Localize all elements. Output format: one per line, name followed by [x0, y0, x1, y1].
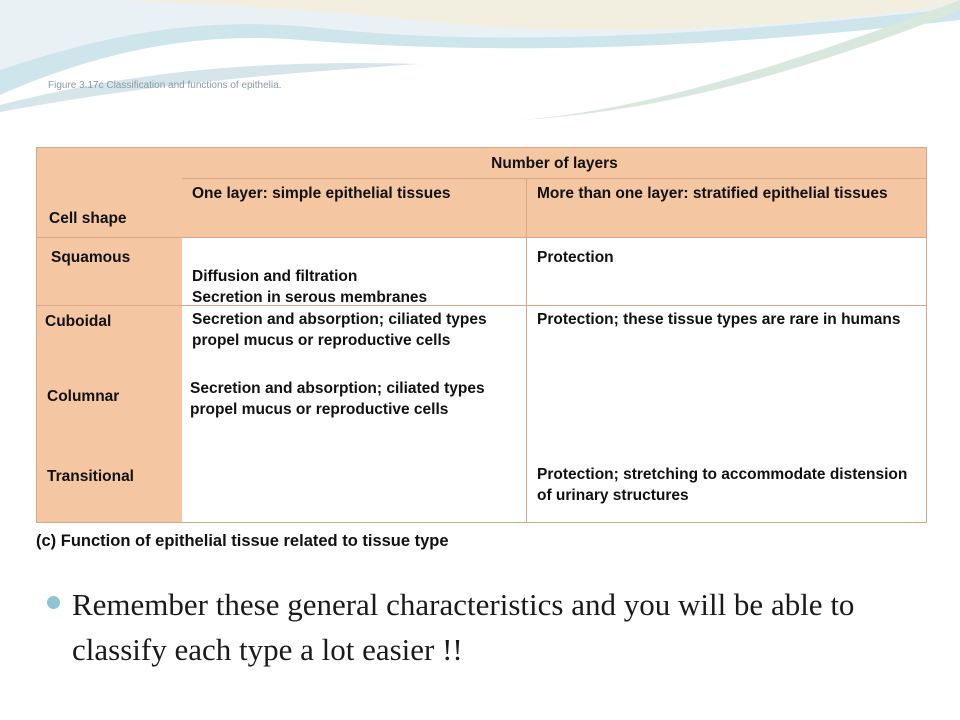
- row-label-columnar: Columnar: [47, 388, 120, 405]
- cell-cuboidal-simple: Secretion and absorption; ciliated types propel mucus or reproductive cells: [182, 305, 527, 377]
- row-label-cuboidal: Cuboidal: [45, 313, 112, 330]
- cell-squamous-simple: Diffusion and filtration Secretion in serous membranes: [182, 237, 527, 305]
- bullet-icon: [47, 596, 60, 609]
- bullet-text: Remember these general characteristics and you will be able to classify each type a lot easier !!: [72, 587, 855, 667]
- cell-transitional-stratified: Protection; stretching to accommodate distension of urinary structures: [527, 455, 927, 523]
- cell-cuboidal-stratified: Protection; these tissue types are rare in humans: [527, 305, 927, 455]
- function-caption: (c) Function of epithelial tissue related to tissue type: [36, 532, 449, 550]
- group-header: Number of layers: [182, 147, 927, 179]
- row-label-transitional: Transitional: [36, 455, 182, 523]
- row-label-squamous: Squamous: [36, 237, 182, 305]
- decorative-swoosh-header: [0, 0, 960, 120]
- epithelia-table: [34, 140, 930, 559]
- cell-transitional-simple: [182, 455, 527, 523]
- col-header-stratified: More than one layer: stratified epithelial tissues: [527, 179, 927, 237]
- cell-squamous-stratified: Protection: [527, 237, 927, 305]
- col-header-simple: One layer: simple epithelial tissues: [182, 179, 527, 237]
- row-label-cuboidal-columnar: [36, 305, 182, 455]
- cell-columnar-simple: Secretion and absorption; ciliated types propel mucus or reproductive cells: [182, 377, 527, 455]
- figure-caption: Figure 3.17c Classification and functions of epithelia.: [48, 80, 282, 91]
- corner-cell: [36, 147, 182, 237]
- corner-label: Cell shape: [49, 210, 127, 227]
